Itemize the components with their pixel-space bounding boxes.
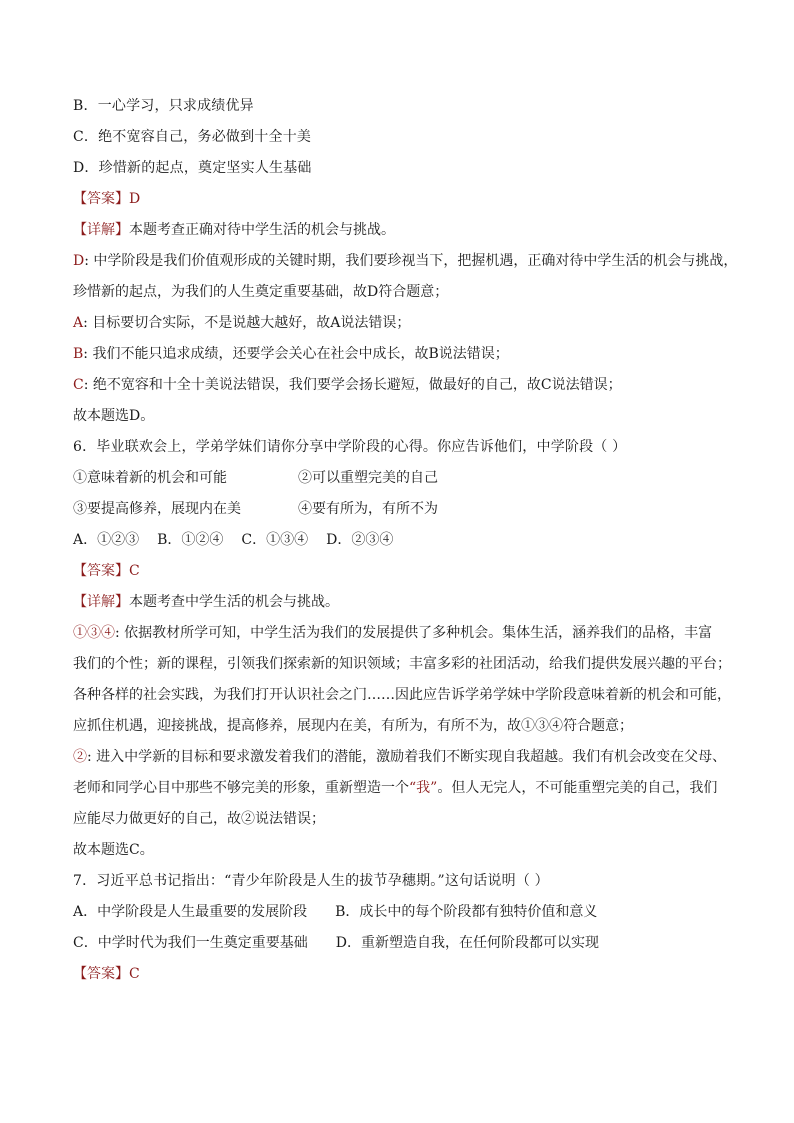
quote-text: “我” — [409, 780, 438, 796]
option-d: D．珍惜新的起点，奠定坚实人生基础 — [73, 160, 312, 176]
detail-intro-text: 本题考查正确对待中学生活的机会与挑战。 — [129, 222, 395, 238]
q7-stem: 7．习近平总书记指出：“青少年阶段是人生的拔节孕穗期。”这句话说明（ ） — [73, 873, 549, 889]
q5-detail-d-line2: 珍惜新的起点，为我们的人生奠定重要基础，故D符合题意； — [73, 284, 449, 300]
q6-choice-a: A．①②③ — [73, 532, 140, 548]
q6-item-1: ①意味着新的机会和可能 — [73, 470, 227, 486]
q6-choice-d: D．②③④ — [326, 532, 394, 548]
option-label: B — [73, 346, 84, 362]
q6-detail-p1-line3: 各种各样的社会实践，为我们打开认识社会之门……因此应告诉学弟学妹中学阶段意味着新的机会和可能， — [73, 687, 731, 703]
answer-value: C — [129, 966, 140, 982]
q6-detail-intro — [73, 592, 753, 612]
q6-detail-p1-line2: 我们的个性；新的课程，引领我们探索新的知识领域；丰富多彩的社团活动，给我们提供发展兴趣的平台； — [73, 656, 731, 672]
answer-value: D — [129, 191, 141, 207]
q5-detail-b — [73, 344, 753, 364]
q5-conclusion: 故本题选D。 — [73, 408, 155, 424]
explanation-text: : 绝不宽容和十全十美说法错误，我们要学会扬长避短，做最好的自己，故C说法错误； — [83, 377, 622, 393]
option-c: C．绝不宽容自己，务必做到十全十美 — [73, 129, 312, 145]
detail-intro-text: 本题考查中学生活的机会与挑战。 — [129, 594, 339, 610]
q5-answer — [73, 189, 753, 209]
explanation-text: : 目标要切合实际，不是说越大越好，故A说法错误； — [83, 315, 411, 331]
q6-choice-c: C．①③④ — [241, 532, 309, 548]
q5-detail-c — [73, 375, 753, 395]
q6-answer — [73, 561, 753, 581]
option-label: ①③④ — [73, 625, 115, 641]
explanation-text: : 进入中学新的目标和要求激发着我们的潜能，激励着我们不断实现自我超越。我们有机会改变在父母、 — [87, 749, 727, 765]
q6-item-3: ③要提高修养，展现内在美 — [73, 501, 241, 517]
q5-detail-d-line1 — [73, 251, 753, 271]
q7-choices-row2 — [73, 933, 753, 953]
q6-item-4: ④要有所为，有所不为 — [298, 501, 438, 517]
q6-detail-p1-line4: 应抓住机遇，迎接挑战，提高修养，展现内在美，有所为，有所不为，故①③④符合题意； — [73, 718, 633, 734]
q6-choices — [73, 530, 753, 550]
q6-conclusion: 故本题选C。 — [73, 842, 154, 858]
q5-detail-a — [73, 313, 753, 333]
q7-answer — [73, 964, 753, 984]
answer-tag: 【答案】 — [73, 966, 129, 982]
q7-choice-c: C．中学时代为我们一生奠定重要基础 — [73, 935, 308, 951]
explanation-text: : 我们不能只追求成绩，还要学会关心在社会中成长，故B说法错误； — [83, 346, 509, 362]
explanation-text: : 中学阶段是我们价值观形成的关键时期，我们要珍视当下，把握机遇，正确对待中学生活的机会与挑战， — [84, 253, 738, 269]
answer-tag: 【答案】 — [73, 563, 129, 579]
option-label: C — [73, 377, 84, 393]
option-label: ② — [73, 749, 87, 765]
explanation-text: 。但人无完人，不可能重塑完美的自己，我们 — [437, 780, 718, 796]
q6-detail-p2-line1 — [73, 747, 753, 767]
answer-value: C — [129, 563, 140, 579]
q6-items-row1 — [73, 468, 753, 488]
q7-choice-b: B．成长中的每个阶段都有独特价值和意义 — [335, 904, 598, 920]
document-page — [73, 96, 753, 984]
q7-choices-row1 — [73, 902, 753, 922]
q6-detail-p1-line1 — [73, 623, 753, 643]
q6-stem: 6．毕业联欢会上，学弟学妹们请你分享中学阶段的心得。你应告诉他们，中学阶段（ ） — [73, 439, 627, 455]
detail-tag: 【详解】 — [73, 222, 129, 238]
detail-tag: 【详解】 — [73, 594, 129, 610]
option-label: D — [73, 253, 85, 269]
q7-choice-a: A．中学阶段是人生最重要的发展阶段 — [73, 904, 308, 920]
q7-choice-d: D．重新塑造自我，在任何阶段都可以实现 — [335, 935, 599, 951]
q6-choice-b: B．①②④ — [157, 532, 224, 548]
answer-tag: 【答案】 — [73, 191, 129, 207]
explanation-text: : 依据教材所学可知，中学生活为我们的发展提供了多种机会。集体生活，涵养我们的品格，丰富 — [115, 625, 713, 641]
q6-detail-p2-line2 — [73, 778, 753, 798]
option-b: B．一心学习，只求成绩优异 — [73, 98, 254, 114]
q6-detail-p2-line3: 应能尽力做更好的自己，故②说法错误； — [73, 811, 325, 827]
q5-detail-intro — [73, 220, 753, 240]
q6-item-2: ②可以重塑完美的自己 — [298, 470, 438, 486]
explanation-text: 老师和同学心目中那些不够完美的形象，重新塑造一个 — [73, 780, 409, 796]
q6-items-row2 — [73, 499, 753, 519]
option-label: A — [73, 315, 84, 331]
